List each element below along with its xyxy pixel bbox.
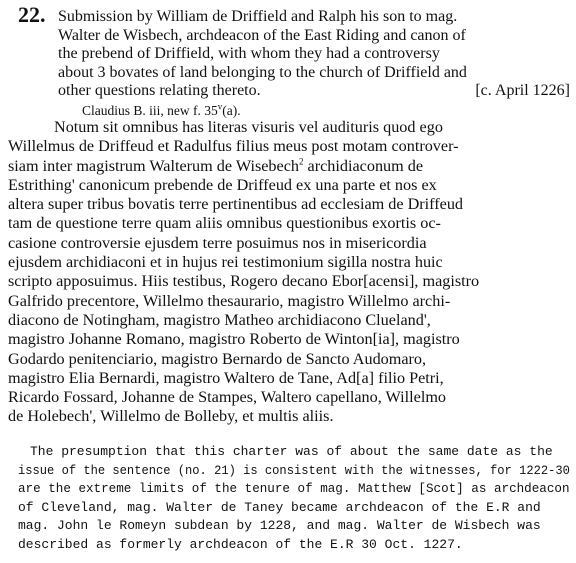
latin-text: archidiaconum de <box>303 156 424 175</box>
latin-line: Galfrido precentore, Willelmo thesaurario, magistro Willelmo archi- <box>8 291 451 310</box>
latin-text: siam inter magistrum Walterum de Wisebech <box>8 156 299 175</box>
note-line: mag. John le Romeyn subdean by 1228, and mag. Walter de Wisbech was <box>18 518 541 534</box>
note-line: issue of the sentence (no. 21) is consistent with the witnesses, for 1222-30 <box>18 462 570 478</box>
note-line: are the extreme limits of the tenure of mag. Matthew [Scot] as archdeacon <box>18 481 570 497</box>
latin-line <box>8 157 568 176</box>
latin-line: altera super tribus bovatis terre pertinentibus ad ecclesiam de Driffeud <box>8 195 464 214</box>
entry-number: 22. <box>18 2 46 27</box>
latin-line: Godardo penitenciario, magistro Bernardo de Sancto Audomaro, <box>8 349 427 368</box>
latin-line: scripto apposuimus. Hiis testibus, Rogero decano Ebor[acensi], magistro <box>8 272 480 291</box>
latin-line: magistro Johanne Romano, magistro Roberto de Winton[ia], magistro <box>8 330 460 349</box>
latin-line: tam de questione terre quam aliis omnibus questionibus exortis oc- <box>8 214 441 233</box>
entry-summary <box>58 8 570 101</box>
note-line: The presumption that this charter was of about the same date as the <box>30 444 553 459</box>
latin-line: Ricardo Fossard, Johanne de Stampes, Waltero capellano, Willelmo <box>8 388 447 407</box>
summary-line: Submission by William de Driffield and Ralph his son to mag. <box>58 8 458 25</box>
latin-line: ejusdem archidiaconi et in hujus rei testimonium sigilla nostra huic <box>8 253 443 272</box>
source-suffix: (a). <box>222 103 241 118</box>
editorial-note <box>18 443 570 555</box>
latin-line: de Holebech', Willelmo de Bolleby, et multis aliis. <box>8 407 334 426</box>
latin-line: magistro Elia Bernardi, magistro Waltero de Tane, Ad[a] filio Petri, <box>8 368 444 387</box>
latin-line: diacono de Notingham, magistro Matheo archidiacono Clueland', <box>8 310 431 329</box>
summary-line: about 3 bovates of land belonging to the church of Driffield and <box>58 63 467 81</box>
summary-line: Walter de Wisbech, archdeacon of the East Riding and canon of <box>58 26 466 44</box>
note-line: described as formerly archdeacon of the E.R 30 Oct. 1227. <box>18 536 463 552</box>
summary-line: the prebend of Driffield, with whom they had a controversy <box>58 45 440 63</box>
latin-charter-text <box>8 118 568 427</box>
summary-line: other questions relating thereto. <box>58 82 261 100</box>
summary-last-line <box>58 82 570 101</box>
note-line: of Cleveland, mag. Walter de Taney became archdeacon of the E.R and <box>18 499 541 515</box>
manuscript-source <box>82 103 241 119</box>
latin-line: Notum sit omnibus has literas visuris vel audituris quod ego <box>54 118 443 136</box>
latin-line: casione controversie ejusdem terre posuimus nos in misericordia <box>8 233 427 252</box>
entry-date: [c. April 1226] <box>475 82 570 100</box>
latin-line: Estrithing' canonicum prebende de Driffeud ex una parte et nos ex <box>8 175 437 194</box>
source-text: Claudius B. iii, new f. 35 <box>82 103 218 118</box>
latin-line: Willelmus de Driffeud et Radulfus filius meus post motam controver- <box>8 137 459 156</box>
footnote-marker: 2 <box>299 156 304 167</box>
source-superscript: v <box>217 101 223 112</box>
